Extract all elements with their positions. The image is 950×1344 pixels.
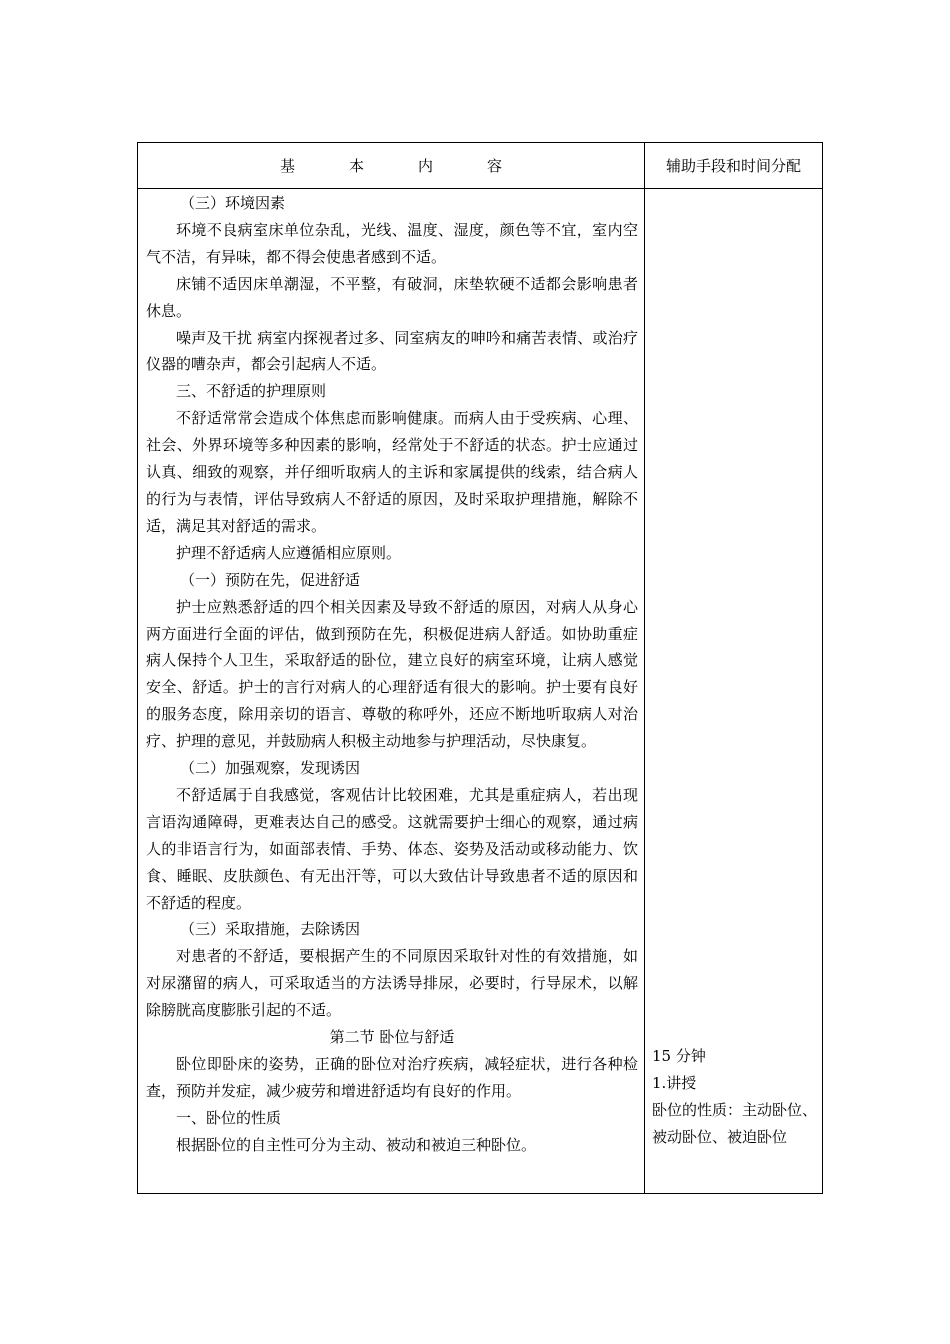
section-heading: 一、卧位的性质: [176, 1108, 282, 1127]
paragraph: 护理不舒适病人应遵循相应原则。: [176, 543, 402, 562]
header-char: 内: [418, 157, 434, 175]
paragraph: 护士应熟悉舒适的四个相关因素及导致不舒适的原因，对病人从身心两方面进行全面的评估，做到预防在先，积极促进病人舒适。如协助重症病人保持个人卫生，采取舒适的卧位，建立良好的病室环境，让病人感觉安全、舒适。护士的言行对病人的心理舒适有很大的影响。护士要有良好的服务态度，除用亲切的语言、尊敬的称呼外，还应不断地听取病人对治疗、护理的意见，并鼓励病人积极主动地参与护理活动，尽快康复。: [146, 597, 638, 751]
column-divider: [644, 143, 645, 1193]
paragraph: 不舒适常常会造成个体焦虑而影响健康。而病人由于受疾病、心理、社会、外界环境等多种因素的影响，经常处于不舒适的状态。护士应通过认真、细致的观察，并仔细听取病人的主诉和家属提供的线索，结合病人的行为与表情，评估导致病人不舒适的原因，及时采取护理措施，解除不适，满足其对舒适的需求。: [146, 409, 638, 535]
paragraph: 床铺不适因床单潮湿，不平整，有破洞，床垫软硬不适都会影响患者休息。: [146, 274, 638, 320]
subheading: （三）采取措施，去除诱因: [180, 920, 361, 939]
subheading: （二）加强观察，发现诱因: [180, 759, 361, 778]
paragraph: 根据卧位的自主性可分为主动、被动和被迫三种卧位。: [176, 1135, 537, 1154]
subheading: （三）环境因素: [180, 194, 286, 212]
header-divider: [138, 188, 822, 189]
content-column-header: [138, 143, 644, 188]
paragraph: 不舒适属于自我感觉，客观估计比较困难，尤其是重症病人，若出现言语沟通障碍，更难表达自己的感受。这就需要护士细心的观察，通过病人的非语言行为，如面部表情、手势、体态、姿势及活动或移动能力、饮食、睡眠、皮肤颜色、有无出汗等，可以大致估计导致患者不适的原因和不舒适的程度。: [146, 785, 638, 912]
header-char: 基: [279, 157, 295, 175]
subheading: （一）预防在先，促进舒适: [180, 570, 361, 589]
header-char: 本: [348, 157, 364, 175]
paragraph: 环境不良病室床单位杂乱，光线、温度、湿度，颜色等不宜，室内空气不洁，有异味，都不得会使患者感到不适。: [146, 220, 638, 266]
teaching-method: 1.讲授: [652, 1074, 697, 1092]
time-allocation: 15 分钟: [652, 1047, 706, 1065]
section-heading: 三、不舒适的护理原则: [176, 382, 327, 401]
key-point: 卧位的性质：主动卧位、被动卧位、被迫卧位: [652, 1101, 818, 1146]
lesson-plan-table: [137, 142, 823, 1194]
side-column-header: 辅助手段和时间分配: [665, 157, 801, 175]
paragraph: 卧位即卧床的姿势，正确的卧位对治疗疾病，减轻症状，进行各种检查，预防并发症，减少疲劳和增进舒适均有良好的作用。: [146, 1055, 638, 1100]
header-char: 容: [487, 157, 503, 175]
side-notes: [652, 1043, 818, 1151]
paragraph: 对患者的不舒适，要根据产生的不同原因采取针对性的有效措施，如对尿潴留的病人，可采取适当的方法诱导排尿，必要时，行导尿术，以解除膀胱高度膨胀引起的不适。: [146, 947, 638, 1020]
main-content: [146, 190, 638, 1159]
chapter-heading: 第二节 卧位与舒适: [329, 1028, 455, 1047]
paragraph: 噪声及干扰 病室内探视者过多、同室病友的呻吟和痛苦表情、或治疗仪器的嘈杂声，都会引起病人不适。: [146, 328, 638, 374]
